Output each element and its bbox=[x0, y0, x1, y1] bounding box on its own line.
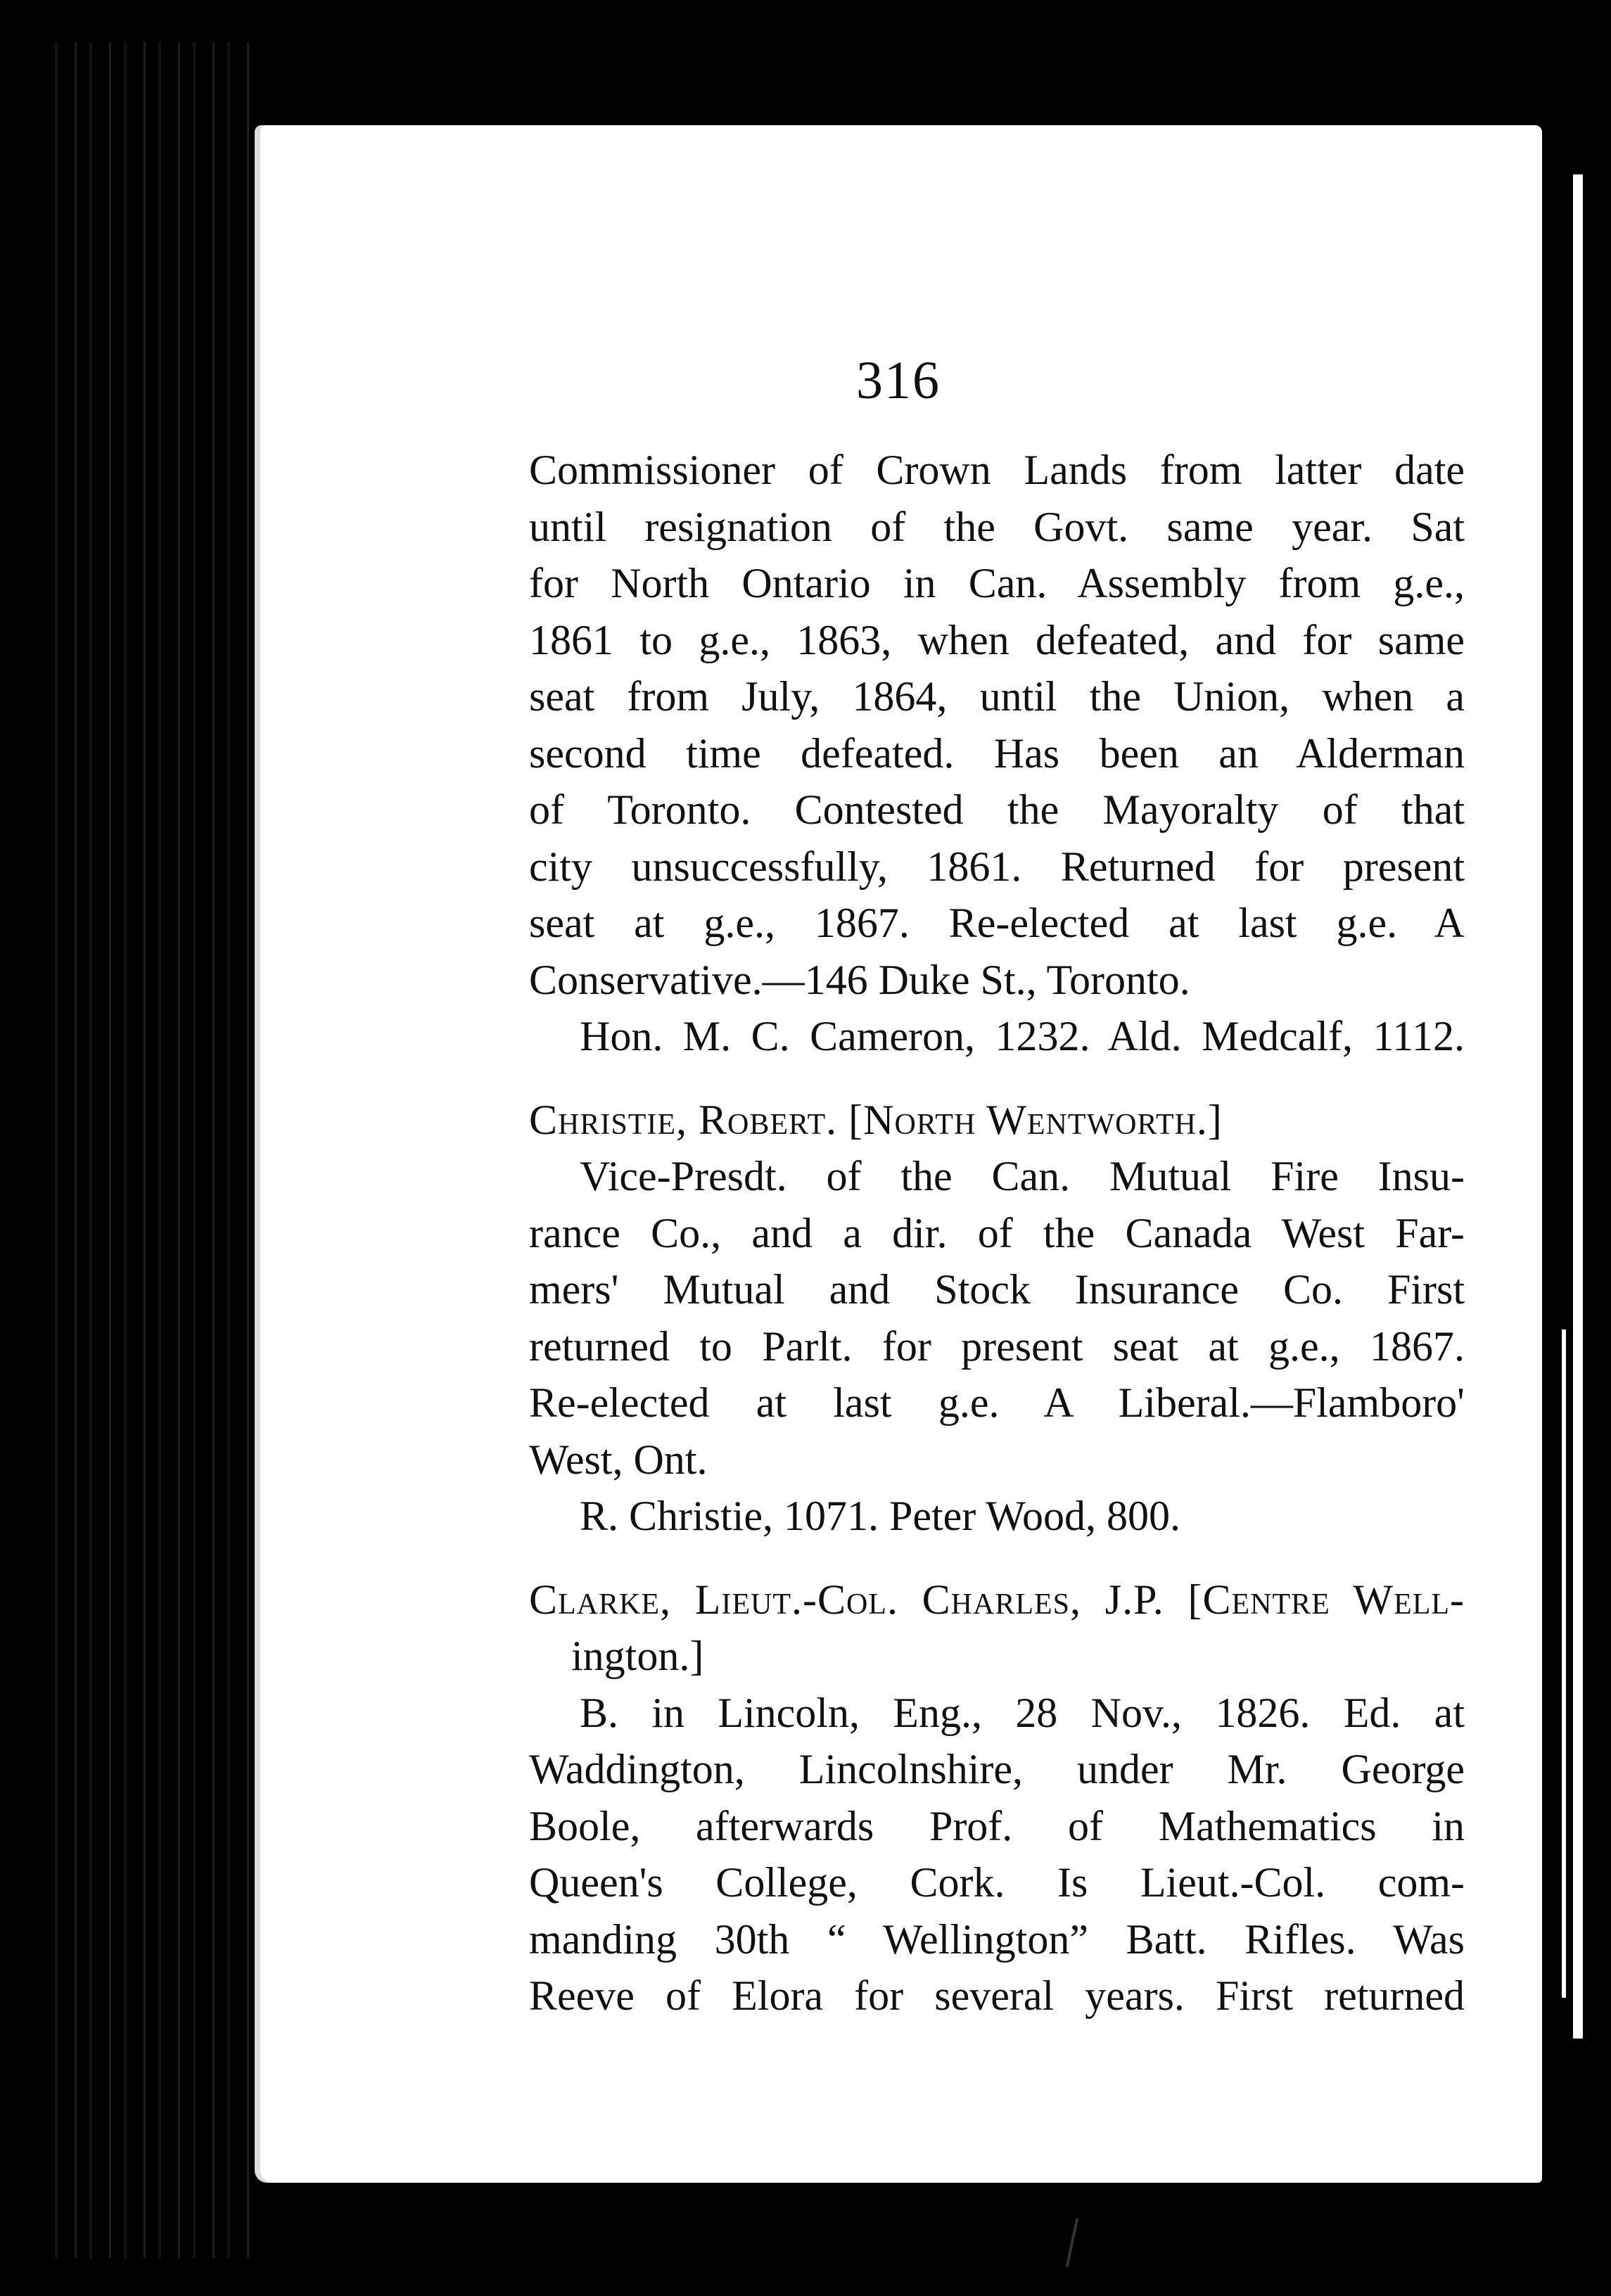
text-line: 1861 to g.e., 1863, when defeated, and for same bbox=[529, 616, 1465, 663]
text-line: Commissioner of Crown Lands from latter date bbox=[529, 447, 1465, 493]
scan-left-edge bbox=[42, 42, 260, 2258]
text-line: Re-elected at last g.e. A Liberal.—Flamboro' bbox=[529, 1379, 1465, 1426]
entry-christie bbox=[529, 1092, 1465, 1545]
text-line: returned to Parlt. for present seat at g.e., 1867. bbox=[529, 1322, 1465, 1370]
text-line: for North Ontario in Can. Assembly from g.e., bbox=[529, 560, 1465, 606]
entry-heading-cont: ington.] bbox=[571, 1633, 704, 1679]
text-line: B. in Lincoln, Eng., 28 Nov., 1826. Ed. at bbox=[580, 1689, 1465, 1736]
page-text bbox=[529, 442, 1465, 2024]
election-votes: R. Christie, 1071. Peter Wood, 800. bbox=[580, 1493, 1181, 1539]
text-line: city unsuccessfully, 1861. Returned for present bbox=[529, 843, 1465, 890]
text-line: mers' Mutual and Stock Insurance Co. First bbox=[529, 1266, 1465, 1313]
entry-cameron-continued bbox=[529, 442, 1465, 1065]
entry-heading: Christie, Robert. [North Wentworth.] bbox=[529, 1096, 1223, 1143]
text-line: seat at g.e., 1867. Re-elected at last g.e. A bbox=[529, 900, 1465, 946]
entry-clarke bbox=[529, 1571, 1465, 2024]
page-number: 316 bbox=[856, 351, 941, 410]
text-line: second time defeated. Has been an Alderman bbox=[529, 729, 1465, 777]
text-line: Vice-Presdt. of the Can. Mutual Fire Insu- bbox=[580, 1153, 1465, 1199]
scan-right-strip bbox=[1573, 174, 1583, 2039]
text-line: Conservative.—146 Duke St., Toronto. bbox=[529, 956, 1190, 1003]
text-line: until resignation of the Govt. same year. Sat bbox=[529, 503, 1465, 550]
text-line: of Toronto. Contested the Mayoralty of that bbox=[529, 786, 1465, 833]
scan-mark bbox=[1066, 2218, 1078, 2266]
text-line: Boole, afterwards Prof. of Mathematics in bbox=[529, 1802, 1465, 1849]
text-line: Waddington, Lincolnshire, under Mr. George bbox=[529, 1746, 1465, 1792]
text-line: manding 30th “ Wellington” Batt. Rifles. Was bbox=[529, 1915, 1465, 1963]
book-page bbox=[255, 125, 1542, 2183]
entry-heading: Clarke, Lieut.-Col. Charles, J.P. [Centre Well- bbox=[529, 1576, 1465, 1623]
election-votes: Hon. M. C. Cameron, 1232. Ald. Medcalf, 1112. bbox=[580, 1013, 1465, 1059]
text-line: Reeve of Elora for several years. First returned bbox=[529, 1972, 1465, 2019]
text-line: rance Co., and a dir. of the Canada West Far- bbox=[529, 1209, 1465, 1256]
text-line: West, Ont. bbox=[529, 1436, 708, 1483]
text-line: seat from July, 1864, until the Union, when a bbox=[529, 673, 1465, 720]
text-line: Queen's College, Cork. Is Lieut.-Col. com- bbox=[529, 1859, 1465, 1906]
